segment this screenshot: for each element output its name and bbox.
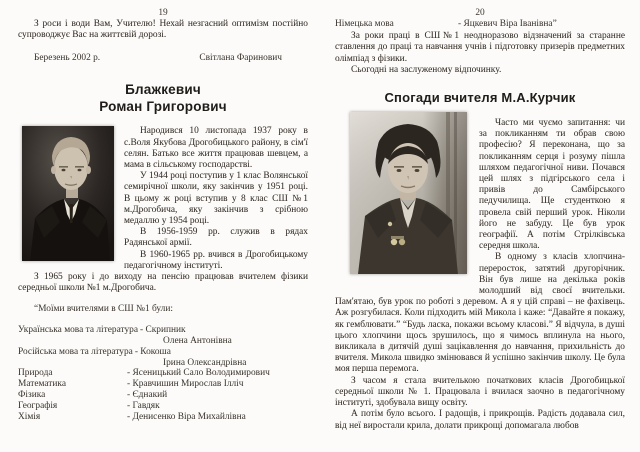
- teacher-row: [18, 379, 308, 390]
- signature-row: [18, 53, 308, 64]
- teacher-row: [18, 368, 308, 379]
- teacher-subject: Російська мова та література: [18, 346, 133, 357]
- teacher-row: [18, 412, 308, 423]
- date-text: Березень 2002 р.: [34, 53, 101, 64]
- dedication-text: З роси і води Вам, Учителю! Нехай незгасний оптимізм постійно супроводжує Вас на життєвій дорозі.: [18, 19, 308, 41]
- teacher-subject: Фізика: [18, 390, 46, 401]
- teacher-name: - Ясеницький Сало Володимирович: [127, 368, 270, 379]
- teacher-subject: Хімія: [18, 412, 41, 423]
- memoir-paragraph: В одному з класів хлопчина-переросток, затятий другорічник. Він був лише на декілька років молодший від своєї вчительки. Пам'ятаю, був урок по роботі з деревом. А я у цій справі – не фахівець. Аж розгубилася. Коли підходить мій Микола і каже: “Давайте я покажу, як гемблювати.” “Будь ласка, покажи всьому класові.” Я відчула, в душі цього хлопчини щось зрушилось, що я чимось вплинула на нього, викликала в дитячій душі зацікавлення до навчання, прихильність до вчителя. Микола швидко змінювався й успішно закінчив школу. Це була моя перша перемога.: [335, 252, 625, 375]
- bio-paragraph: В 1960-1965 рр. вчився в Дрогобицькому педагогічному інституті.: [124, 249, 308, 271]
- signature-text: Світлана Фаринович: [199, 53, 282, 64]
- biography-section: [18, 126, 308, 423]
- memoir-paragraph: А потім було всього. І радощів, і прикрощів. Радість додавала сил, від неї виростали крила, долати прикрощі допомагала любов: [335, 409, 625, 431]
- teacher-name: - Кравчишин Мирослав Ілліч: [127, 379, 244, 390]
- bio-paragraph: З 1965 року і до виходу на пенсію працював вчителем фізики середньої школи №1 м.Дрогобича.: [18, 272, 308, 294]
- bio-paragraph: У 1944 році поступив у 1 клас Волянської семирічної школи, яку закінчив у 1951 році. В цьому ж році вступив у 8 клас СШ №1 м.Дрогобича, яку закінчив з срібною медаллю у 1954 році.: [124, 171, 308, 227]
- chapter-title-name: Роман Григорович: [99, 98, 227, 114]
- teacher-name: - Єднакий: [127, 390, 168, 401]
- memoir-title: Спогади вчителя М.А.Курчик: [384, 90, 576, 106]
- portrait-woman-illustration: [350, 112, 467, 274]
- teacher-subject: Природа: [18, 368, 53, 379]
- chapter-title-surname: Блажкевич: [125, 82, 201, 98]
- bio-paragraph: В 1956-1959 рр. служив в рядах Радянської армії.: [124, 227, 308, 249]
- portrait-photo-woman: [350, 112, 467, 274]
- portrait-photo-man: [22, 126, 114, 261]
- memoir-paragraph: Часто ми чуємо запитання: чи за покликанням ти обрав свою професію? Я переконана, що за покликанням серця і розуму пішла шляхом педагогічної ниви. Почався цей шлях з підгірського села і привів до Самбірського педучилища. Ще студенткою я провела свій перший урок. Ніколи його не забуду. Це був урок географії. А потім Стрілківська середня школа.: [479, 118, 625, 252]
- page-number-left: 19: [158, 8, 168, 18]
- retirement-line: Сьогодні на заслуженому відпочинку.: [351, 64, 502, 75]
- page-number-right: 20: [475, 8, 485, 18]
- career-summary-paragraph: За роки праці в СШ№1 неодноразово відзначений за старанне ставлення до праці та навчання учнів і підготовку призерів предметних олімпіад з фізики.: [335, 31, 625, 64]
- teacher-subject: Українська мова та література: [18, 324, 138, 335]
- portrait-man-illustration: [22, 126, 114, 261]
- teachers-list-intro: “Моїми вчителями в СШ №1 були:: [34, 304, 173, 315]
- teacher-name: - Яцкевич Віра Іванівна”: [458, 19, 557, 29]
- teacher-name: - Гавдяк: [127, 401, 160, 412]
- teacher-row: [335, 19, 625, 30]
- bio-paragraph: Народився 10 листопада 1937 року в с.Воля Якубова Дрогобицького району, в сім'ї селян. Батько все життя працював шевцем, а мама в сільському господарстві.: [124, 126, 308, 171]
- teacher-subject: Географія: [18, 401, 58, 412]
- teacher-name-second-line: Олена Антонівна: [163, 335, 232, 346]
- memoir-section: [335, 118, 625, 432]
- teacher-row: [18, 401, 308, 412]
- teacher-row: [18, 347, 308, 358]
- teacher-row: [18, 390, 308, 401]
- chapter-title: [18, 82, 308, 115]
- teacher-subject: Математика: [18, 379, 66, 390]
- page-right: [320, 0, 640, 452]
- teacher-name-second-line: Ірина Олександрівна: [163, 357, 247, 368]
- memoir-paragraph: З часом я стала вчителькою початкових класів Дрогобицької середньої школи № 1. Працювала і вчилася заочно в педагогічному інституті, здобувала вищу освіту.: [335, 375, 625, 409]
- teacher-name: - Скрипник: [140, 324, 186, 335]
- teacher-row: [18, 325, 308, 336]
- teacher-subject: Німецька мова: [335, 19, 394, 29]
- teacher-name: - Денисенко Віра Михайлівна: [127, 412, 246, 423]
- teacher-name: - Кокоша: [134, 346, 171, 357]
